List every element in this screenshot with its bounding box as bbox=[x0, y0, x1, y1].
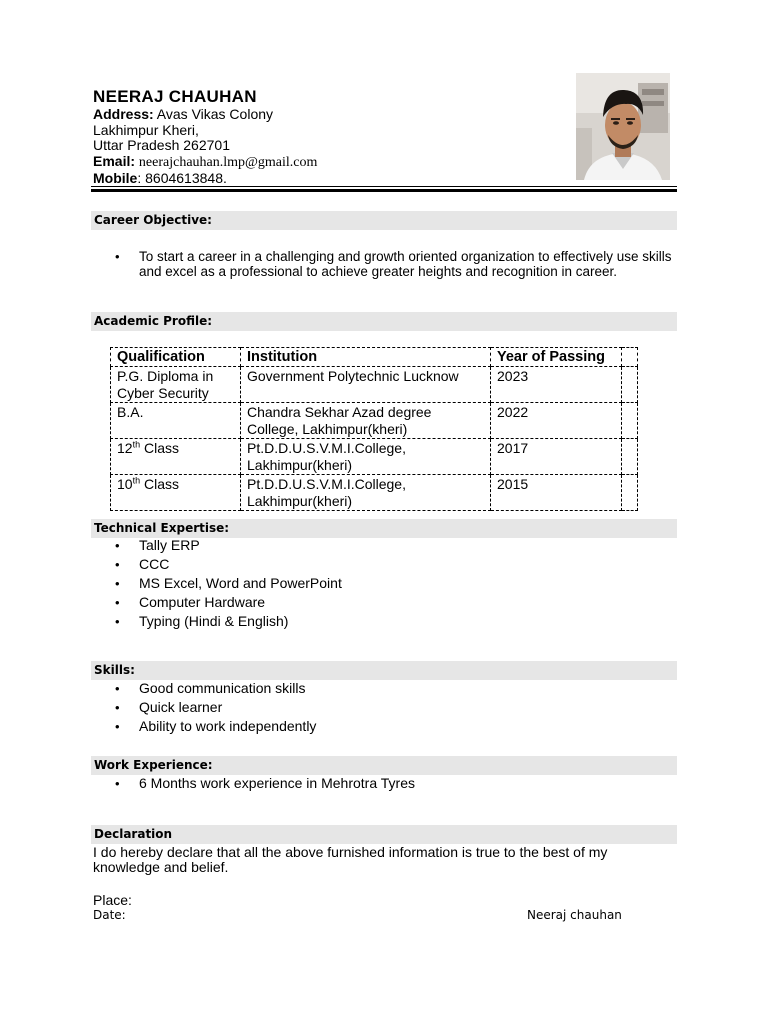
qualification-text: B.A. bbox=[117, 404, 144, 420]
column-header: Institution bbox=[241, 348, 491, 367]
list-item: • Typing (Hindi & English) bbox=[93, 612, 342, 631]
year-cell: 2023 bbox=[491, 367, 622, 403]
header-rule-thick bbox=[91, 189, 677, 192]
email-line bbox=[93, 153, 317, 171]
table-row bbox=[111, 403, 638, 439]
empty-cell bbox=[622, 367, 638, 403]
institution-cell: Pt.D.D.U.S.V.M.I.College, Lakhimpur(kheri) bbox=[241, 475, 491, 511]
email-value: neerajchauhan.lmp@gmail.com bbox=[138, 155, 318, 170]
skills-list bbox=[93, 679, 316, 736]
year-cell: 2017 bbox=[491, 439, 622, 475]
column-header: Year of Passing bbox=[491, 348, 622, 367]
date-label: Date: bbox=[93, 908, 126, 922]
qualification-text: 10 bbox=[117, 476, 133, 492]
list-item: • Good communication skills bbox=[93, 679, 316, 698]
ordinal-suffix: th bbox=[132, 475, 141, 486]
list-item: • 6 Months work experience in Mehrotra Tyres bbox=[93, 774, 415, 793]
academic-table bbox=[110, 347, 638, 511]
address-value: Avas Vikas Colony bbox=[153, 106, 274, 122]
qualification-tail: Class bbox=[140, 476, 179, 492]
table-row bbox=[111, 367, 638, 403]
candidate-name: NEERAJ CHAUHAN bbox=[93, 87, 257, 106]
qualification-cell bbox=[111, 367, 241, 403]
column-header: Qualification bbox=[111, 348, 241, 367]
institution-cell: Pt.D.D.U.S.V.M.I.College, Lakhimpur(kheri) bbox=[241, 439, 491, 475]
profile-photo bbox=[576, 73, 670, 180]
qualification-text: 12 bbox=[117, 440, 133, 456]
address-line-1 bbox=[93, 106, 273, 122]
section-academic-profile: Academic Profile: bbox=[91, 312, 677, 331]
ordinal-suffix: th bbox=[132, 439, 141, 450]
header-rule-top bbox=[91, 186, 677, 187]
qualification-cell bbox=[111, 439, 241, 475]
career-objective-list bbox=[93, 249, 679, 279]
section-declaration: Declaration bbox=[91, 825, 677, 844]
empty-cell bbox=[622, 475, 638, 511]
year-cell: 2022 bbox=[491, 403, 622, 439]
email-label: Email: bbox=[93, 153, 136, 169]
technical-expertise-list bbox=[93, 536, 342, 631]
year-cell: 2015 bbox=[491, 475, 622, 511]
list-item: • To start a career in a challenging and growth oriented organization to effectively use skills and excel as a professional to achieve greater heights and recognition in career. bbox=[93, 249, 679, 279]
place-label: Place: bbox=[93, 892, 132, 908]
qualification-cell bbox=[111, 403, 241, 439]
table-row bbox=[111, 439, 638, 475]
signature-name: Neeraj chauhan bbox=[527, 908, 622, 922]
address-line-2: Lakhimpur Kheri, bbox=[93, 122, 199, 138]
section-skills: Skills: bbox=[91, 661, 677, 680]
qualification-text: P.G. Diploma in Cyber Security bbox=[117, 368, 214, 401]
list-item: • Tally ERP bbox=[93, 536, 342, 555]
section-work-experience: Work Experience: bbox=[91, 756, 677, 775]
table-row bbox=[111, 475, 638, 511]
list-item: • MS Excel, Word and PowerPoint bbox=[93, 574, 342, 593]
declaration-text: I do hereby declare that all the above furnished information is true to the best of my knowledge and belief. bbox=[93, 844, 608, 875]
qualification-cell bbox=[111, 475, 241, 511]
list-item: • Ability to work independently bbox=[93, 717, 316, 736]
table-header-row bbox=[111, 348, 638, 367]
institution-cell: Chandra Sekhar Azad degree College, Lakhimpur(kheri) bbox=[241, 403, 491, 439]
section-career-objective: Career Objective: bbox=[91, 211, 677, 230]
list-item: • CCC bbox=[93, 555, 342, 574]
list-item: • Quick learner bbox=[93, 698, 316, 717]
empty-cell bbox=[622, 439, 638, 475]
mobile-label: Mobile bbox=[93, 170, 138, 186]
work-experience-list bbox=[93, 774, 415, 793]
institution-cell: Government Polytechnic Lucknow bbox=[241, 367, 491, 403]
list-item: • Computer Hardware bbox=[93, 593, 342, 612]
empty-cell bbox=[622, 403, 638, 439]
address-label: Address: bbox=[93, 106, 154, 122]
qualification-tail: Class bbox=[140, 440, 179, 456]
mobile-line bbox=[93, 170, 227, 186]
section-technical-expertise: Technical Expertise: bbox=[91, 519, 677, 538]
address-line-3: Uttar Pradesh 262701 bbox=[93, 137, 230, 153]
empty-cell bbox=[622, 348, 638, 367]
mobile-value: : 8604613848. bbox=[137, 170, 227, 186]
